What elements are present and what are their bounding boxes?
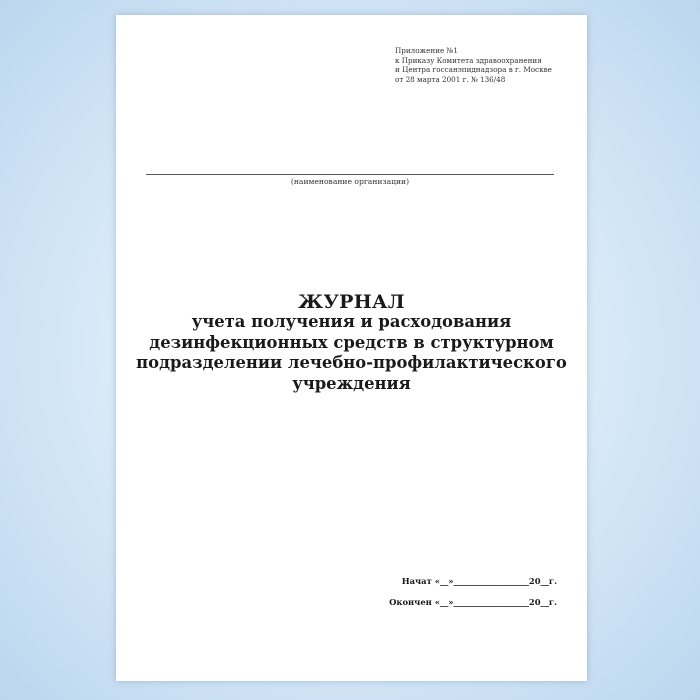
appendix-line: Приложение №1 [395,46,458,55]
journal-subtitle-line: учреждения [292,373,411,393]
title-block [134,292,569,394]
journal-subtitle-line: учета получения и расходования [191,312,512,331]
organization-name-line [146,174,554,175]
journal-subtitle-line: подразделении лечебно-профилактического [136,353,567,372]
organization-caption: (наименование организации) [290,177,410,186]
start-date-field: Начат «__»__________________20__г. [401,576,557,586]
journal-title: ЖУРНАЛ [298,291,405,313]
document-sheet [116,15,587,681]
appendix-line: от 28 марта 2001 г. № 136/48 [395,74,506,84]
journal-subtitle-line: дезинфекционных средств в структурном [149,332,554,352]
appendix-line: к Приказу Комитета здравоохранения [395,55,542,65]
end-date-field: Окончен «__»__________________20__г. [389,597,557,607]
appendix-note [395,46,585,84]
appendix-line: и Центра госсанэпиднадзора в г. Москве [395,65,552,75]
